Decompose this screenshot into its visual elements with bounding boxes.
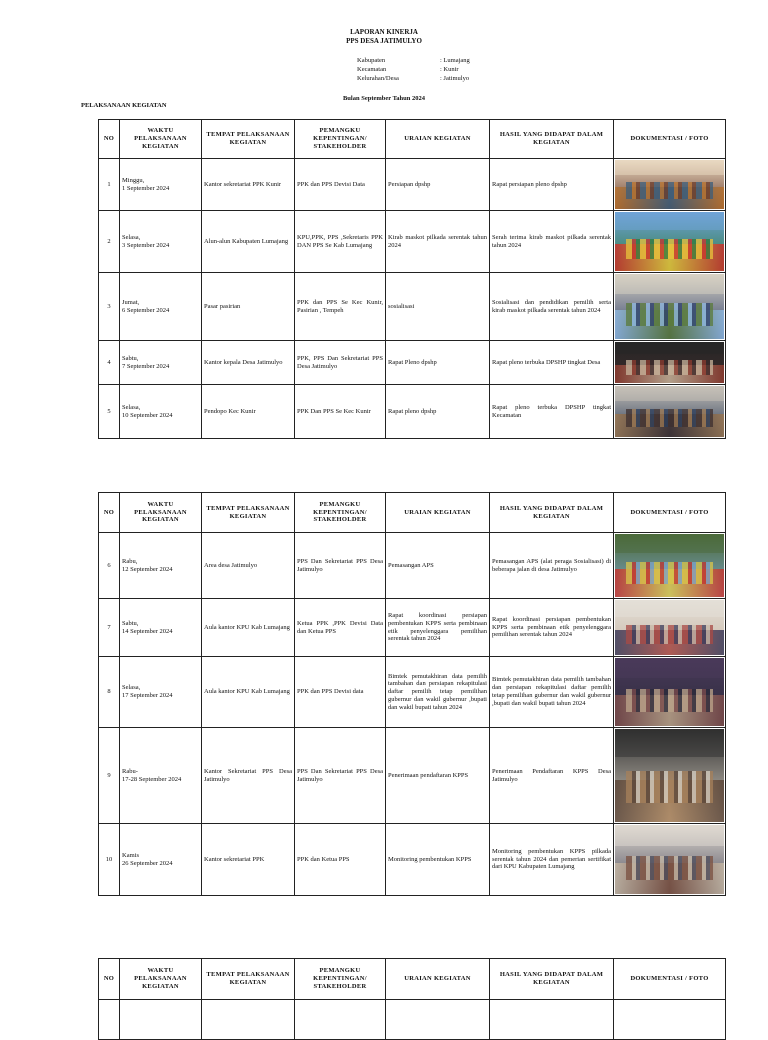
header-hasil: HASIL YANG DIDAPAT DALAM KEGIATAN <box>490 493 614 533</box>
cell-no: 3 <box>99 273 120 341</box>
cell-uraian: Rapat Pleno dpshp <box>386 341 490 385</box>
cell-uraian: Rapat pleno dpshp <box>386 385 490 439</box>
cell-tempat: Kantor sekretariat PPK <box>202 824 295 896</box>
cell-no: 2 <box>99 211 120 273</box>
header-uraian: URAIAN KEGIATAN <box>386 493 490 533</box>
cell-uraian: Penerimaan pendaftaran KPPS <box>386 728 490 824</box>
report-title: LAPORAN KINERJA <box>350 28 418 36</box>
header-tempat: TEMPAT PELAKSANAAN KEGIATAN <box>202 493 295 533</box>
header-dokumentasi: DOKUMENTASI / FOTO <box>614 120 726 159</box>
table-row <box>99 657 726 728</box>
cell-uraian: Bimtek pemutakhiran data pemilih tambahan dan persiapan rekapitulasi daftar pemilih tetap pemilihan gubernur dan wakil gubernur ,bupati dan wakil bupati tahun 2024 <box>386 657 490 728</box>
cell-pemangku: PPK dan Ketua PPS <box>295 824 386 896</box>
table-row <box>99 385 726 439</box>
cell-hasil: Rapat koordinasi persiapan pembentukan KPPS serta pembinaan etik penyelenggara pemilihan serentak tahun 2024 <box>490 599 614 657</box>
header-waktu: WAKTU PELAKSANAAN KEGIATAN <box>120 493 202 533</box>
cell-tempat: Kantor sekretariat PPK Kunir <box>202 159 295 211</box>
table-header-row <box>99 493 726 533</box>
header-dokumentasi: DOKUMENTASI / FOTO <box>614 493 726 533</box>
cell-pemangku: PPK dan PPS Se Kec Kunir, Pasirian , Tempeh <box>295 273 386 341</box>
table-row <box>99 824 726 896</box>
cell-no: 8 <box>99 657 120 728</box>
header-dokumentasi: DOKUMENTASI / FOTO <box>614 959 726 1000</box>
header-no: NO <box>99 959 120 1000</box>
cell-dokumentasi <box>614 1000 726 1040</box>
header-uraian: URAIAN KEGIATAN <box>386 120 490 159</box>
cell-waktu: Rabu, 12 September 2024 <box>120 533 202 599</box>
report-subtitle: PPS DESA JATIMULYO <box>346 37 422 45</box>
cell-hasil: Pemasangan APS (alat peraga Sosialisasi) di beberapa jalan di desa Jatimulyo <box>490 533 614 599</box>
report-period: Bulan September Tahun 2024 <box>342 95 426 102</box>
cell-no: 4 <box>99 341 120 385</box>
header-pemangku: PEMANGKU KEPENTINGAN/ STAKEHOLDER <box>295 120 386 159</box>
header-pemangku: PEMANGKU KEPENTINGAN/ STAKEHOLDER <box>295 959 386 1000</box>
header-waktu: WAKTU PELAKSANAAN KEGIATAN <box>120 120 202 159</box>
photo-group-hall <box>615 342 724 383</box>
cell-waktu: Selasa, 17 September 2024 <box>120 657 202 728</box>
cell-pemangku: KPU,PPK, PPS ,Sekretaris PPK DAN PPS Se Kab Lumajang <box>295 211 386 273</box>
table-row <box>99 599 726 657</box>
cell-waktu: Selasa, 10 September 2024 <box>120 385 202 439</box>
table-row <box>99 159 726 211</box>
report-meta <box>357 56 470 83</box>
cell-empty <box>120 1000 202 1040</box>
cell-hasil: Serah terima kirab maskot pilkada serentak tahun 2024 <box>490 211 614 273</box>
cell-pemangku: Ketua PPK ,PPK Devisi Data dan Ketua PPS <box>295 599 386 657</box>
cell-empty <box>202 1000 295 1040</box>
cell-uraian: Rapat koordinasi persiapan pembentukan KPPS serta pembinaan etik penyelenggara pemilihan serentak tahun 2024 <box>386 599 490 657</box>
photo-registration <box>615 729 724 822</box>
cell-dokumentasi <box>614 341 726 385</box>
photo-group-aula <box>615 658 724 726</box>
header-tempat: TEMPAT PELAKSANAAN KEGIATAN <box>202 959 295 1000</box>
photo-seminar <box>615 600 724 655</box>
photo-banner-street <box>615 534 724 597</box>
cell-dokumentasi <box>614 599 726 657</box>
section-title: PELAKSANAAN KEGIATAN <box>81 102 167 109</box>
cell-empty <box>490 1000 614 1040</box>
photo-group-pendopo <box>615 386 724 437</box>
cell-hasil: Monitoring pembentukan KPPS pilkada serentak tahun 2024 dan pemerian sertifikat dari KPU Kabupaten Lumajang <box>490 824 614 896</box>
cell-waktu: Kamis 26 September 2024 <box>120 824 202 896</box>
header-pemangku: PEMANGKU KEPENTINGAN/ STAKEHOLDER <box>295 493 386 533</box>
cell-tempat: Alun-alun Kabupaten Lumajang <box>202 211 295 273</box>
header-no: NO <box>99 120 120 159</box>
activity-table <box>98 958 726 1040</box>
header-hasil: HASIL YANG DIDAPAT DALAM KEGIATAN <box>490 120 614 159</box>
table-header-row <box>99 959 726 1000</box>
header-tempat: TEMPAT PELAKSANAAN KEGIATAN <box>202 120 295 159</box>
cell-uraian: Kirab maskot pilkada serentak tahun 2024 <box>386 211 490 273</box>
photo-monitoring <box>615 825 724 894</box>
cell-tempat: Kantor kepala Desa Jatimulyo <box>202 341 295 385</box>
cell-tempat: Aula kantor KPU Kab Lumajang <box>202 599 295 657</box>
cell-no: 7 <box>99 599 120 657</box>
photo-group-outdoor <box>615 274 724 339</box>
cell-waktu: Rabu- 17-28 September 2024 <box>120 728 202 824</box>
cell-uraian: Pemasangan APS <box>386 533 490 599</box>
cell-empty <box>99 1000 120 1040</box>
cell-tempat: Kantor Sekretariat PPS Desa Jatimulyo <box>202 728 295 824</box>
cell-waktu: Minggu, 1 September 2024 <box>120 159 202 211</box>
cell-pemangku: PPK dan PPS Devisi data <box>295 657 386 728</box>
cell-tempat: Area desa Jatimulyo <box>202 533 295 599</box>
cell-empty <box>386 1000 490 1040</box>
cell-no: 9 <box>99 728 120 824</box>
header-no: NO <box>99 493 120 533</box>
cell-dokumentasi <box>614 657 726 728</box>
cell-no: 1 <box>99 159 120 211</box>
cell-pemangku: PPS Dan Sekretariat PPS Desa Jatimulyo <box>295 533 386 599</box>
table-row <box>99 728 726 824</box>
cell-uraian: Monitoring pembentukan KPPS <box>386 824 490 896</box>
cell-hasil: Bimtek pemutakhiran data pemilih tambahan dan persiapan rekapitulasi daftar pemilih tetap pemilihan gubernur dan wakil gubernur ,bupati dan wakil bupati tahun 2024 <box>490 657 614 728</box>
cell-tempat: Aula kantor KPU Kab Lumajang <box>202 657 295 728</box>
header-uraian: URAIAN KEGIATAN <box>386 959 490 1000</box>
table-row <box>99 341 726 385</box>
cell-hasil: Sosialisasi dan pendidikan pemilih serta kirab maskot pilkada serentak tahun 2024 <box>490 273 614 341</box>
table-row <box>99 211 726 273</box>
cell-dokumentasi <box>614 159 726 211</box>
activity-table <box>98 119 726 439</box>
meta-row: Kecamatan : Kunir <box>357 66 459 73</box>
cell-waktu: Selasa, 3 September 2024 <box>120 211 202 273</box>
cell-hasil: Rapat persiapan pleno dpshp <box>490 159 614 211</box>
report-header <box>0 28 768 46</box>
cell-dokumentasi <box>614 211 726 273</box>
cell-no: 5 <box>99 385 120 439</box>
header-waktu: WAKTU PELAKSANAAN KEGIATAN <box>120 959 202 1000</box>
table-row <box>99 1000 726 1040</box>
cell-waktu: Sabtu, 14 September 2024 <box>120 599 202 657</box>
cell-dokumentasi <box>614 824 726 896</box>
cell-dokumentasi <box>614 273 726 341</box>
cell-dokumentasi <box>614 533 726 599</box>
photo-indoor-meeting <box>615 160 724 209</box>
cell-hasil: Rapat pleno terbuka DPSHP tingkat Desa <box>490 341 614 385</box>
cell-no: 6 <box>99 533 120 599</box>
header-hasil: HASIL YANG DIDAPAT DALAM KEGIATAN <box>490 959 614 1000</box>
activity-table <box>98 492 726 896</box>
table-row <box>99 533 726 599</box>
table-row <box>99 273 726 341</box>
cell-empty <box>295 1000 386 1040</box>
cell-pemangku: PPK, PPS Dan Sekretariat PPS Desa Jatimulyo <box>295 341 386 385</box>
cell-dokumentasi <box>614 728 726 824</box>
meta-row: Kabupaten : Lumajang <box>357 57 470 64</box>
cell-no: 10 <box>99 824 120 896</box>
cell-hasil: Penerimaan Pendaftaran KPPS Desa Jatimulyo <box>490 728 614 824</box>
cell-hasil: Rapat pleno terbuka DPSHP tingkat Kecamatan <box>490 385 614 439</box>
cell-pemangku: PPS Dan Sekretariat PPS Desa Jatimulyo <box>295 728 386 824</box>
cell-pemangku: PPK dan PPS Devisi Data <box>295 159 386 211</box>
photo-parade <box>615 212 724 271</box>
cell-dokumentasi <box>614 385 726 439</box>
cell-pemangku: PPK Dan PPS Se Kec Kunir <box>295 385 386 439</box>
meta-row: Kelurahan/Desa : Jatimulyo <box>357 75 470 82</box>
cell-waktu: Sabtu, 7 September 2024 <box>120 341 202 385</box>
cell-tempat: Pendopo Kec Kunir <box>202 385 295 439</box>
table-header-row <box>99 120 726 159</box>
cell-uraian: sosialisasi <box>386 273 490 341</box>
cell-tempat: Pasar pasirian <box>202 273 295 341</box>
cell-uraian: Persiapan dpshp <box>386 159 490 211</box>
cell-waktu: Jumat, 6 September 2024 <box>120 273 202 341</box>
